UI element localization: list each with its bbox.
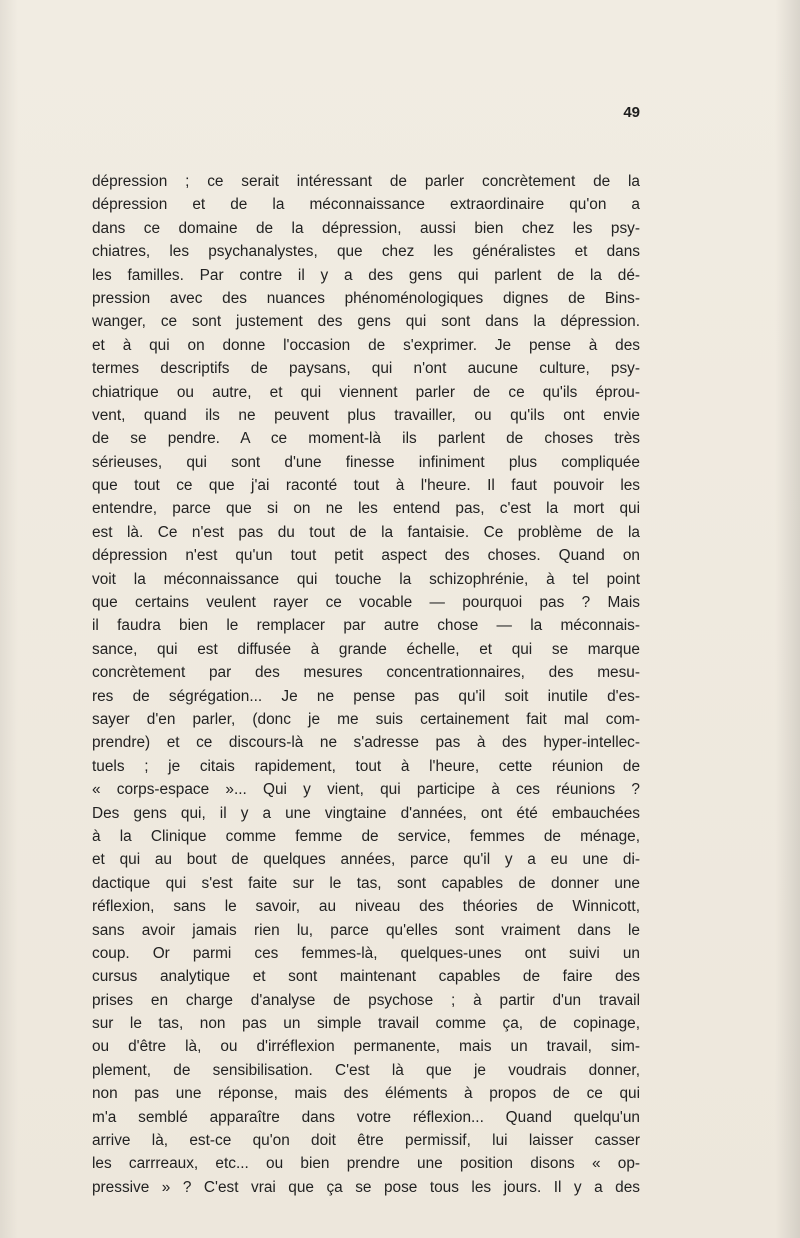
text-line: concrètement par des mesures concentrationnaires, des mesu- (92, 664, 640, 682)
text-line: dans ce domaine de la dépression, aussi bien chez les psy- (92, 219, 640, 237)
text-line: pressive » ? C'est vrai que ça se pose tous les jours. Il y a des (92, 1178, 640, 1196)
text-line: arrive là, est-ce qu'on doit être permissif, lui laisser casser (92, 1132, 640, 1150)
text-line: tuels ; je citais rapidement, tout à l'heure, cette réunion de (92, 757, 640, 775)
text-line: non pas une réponse, mais des éléments à propos de ce qui (92, 1085, 640, 1103)
text-line: sans avoir jamais rien lu, parce qu'elles sont vraiment dans le (92, 921, 640, 939)
text-line: sayer d'en parler, (donc je me suis certainement fait mal com- (92, 710, 640, 728)
text-line: sur le tas, non pas un simple travail comme ça, de copinage, (92, 1015, 640, 1033)
text-line: chiatrique ou autre, et qui viennent parler de ce qu'ils éprou- (92, 383, 640, 401)
text-line: les familles. Par contre il y a des gens qui parlent de la dé- (92, 266, 640, 284)
text-line: cursus analytique et sont maintenant capables de faire des (92, 968, 640, 986)
text-line: à la Clinique comme femme de service, femmes de ménage, (92, 827, 640, 845)
text-line: sérieuses, qui sont d'une finesse infiniment plus compliquée (92, 453, 640, 471)
text-line: sance, qui est diffusée à grande échelle, et qui se marque (92, 640, 640, 658)
text-line: ou d'être là, ou d'irréflexion permanente, mais un travail, sim- (92, 1038, 640, 1056)
text-line: prendre) et ce discours-là ne s'adresse pas à des hyper-intellec- (92, 734, 640, 752)
text-line: « corps-espace »... Qui y vient, qui participe à ces réunions ? (92, 781, 640, 799)
text-line: dactique qui s'est faite sur le tas, sont capables de donner une (92, 874, 640, 892)
text-line: vent, quand ils ne peuvent plus travailler, ou qu'ils ont envie (92, 406, 640, 424)
text-line: plement, de sensibilisation. C'est là que je voudrais donner, (92, 1061, 640, 1079)
text-line: voit la méconnaissance qui touche la schizophrénie, à tel point (92, 570, 640, 588)
text-line: les carrreaux, etc... ou bien prendre une position disons « op- (92, 1155, 640, 1173)
text-line: entendre, parce que si on ne les entend pas, c'est la mort qui (92, 500, 640, 518)
text-line: prises en charge d'analyse de psychose ; à partir d'un travail (92, 991, 640, 1009)
text-line: wanger, ce sont justement des gens qui sont dans la dépression. (92, 313, 640, 331)
text-line: pression avec des nuances phénoménologiques dignes de Bins- (92, 289, 640, 307)
text-line: res de ségrégation... Je ne pense pas qu'il soit inutile d'es- (92, 687, 640, 705)
text-line: dépression n'est qu'un tout petit aspect des choses. Quand on (92, 547, 640, 565)
text-line: et qui au bout de quelques années, parce qu'il y a eu une di- (92, 851, 640, 869)
text-line: et à qui on donne l'occasion de s'exprimer. Je pense à des (92, 336, 640, 354)
text-line: m'a semblé apparaître dans votre réflexion... Quand quelqu'un (92, 1108, 640, 1126)
body-text (92, 170, 640, 1199)
text-line: coup. Or parmi ces femmes-là, quelques-unes ont suivi un (92, 944, 640, 962)
text-line: il faudra bien le remplacer par autre chose — la méconnais- (92, 617, 640, 635)
text-line: que tout ce que j'ai raconté tout à l'heure. Il faut pouvoir les (92, 477, 640, 495)
text-line: réflexion, sans le savoir, au niveau des théories de Winnicott, (92, 898, 640, 916)
text-line: dépression ; ce serait intéressant de parler concrètement de la (92, 173, 640, 190)
text-line: de se pendre. A ce moment-là ils parlent de choses très (92, 430, 640, 448)
text-line: que certains veulent rayer ce vocable — pourquoi pas ? Mais (92, 594, 640, 612)
text-line: termes descriptifs de paysans, qui n'ont aucune culture, psy- (92, 360, 640, 378)
text-line: est là. Ce n'est pas du tout de la fantaisie. Ce problème de la (92, 523, 640, 541)
text-line: dépression et de la méconnaissance extraordinaire qu'on a (92, 196, 640, 214)
text-line: Des gens qui, il y a une vingtaine d'années, ont été embauchées (92, 804, 640, 822)
text-line: chiatres, les psychanalystes, que chez les généralistes et dans (92, 243, 640, 261)
page-number: 49 (623, 104, 640, 121)
